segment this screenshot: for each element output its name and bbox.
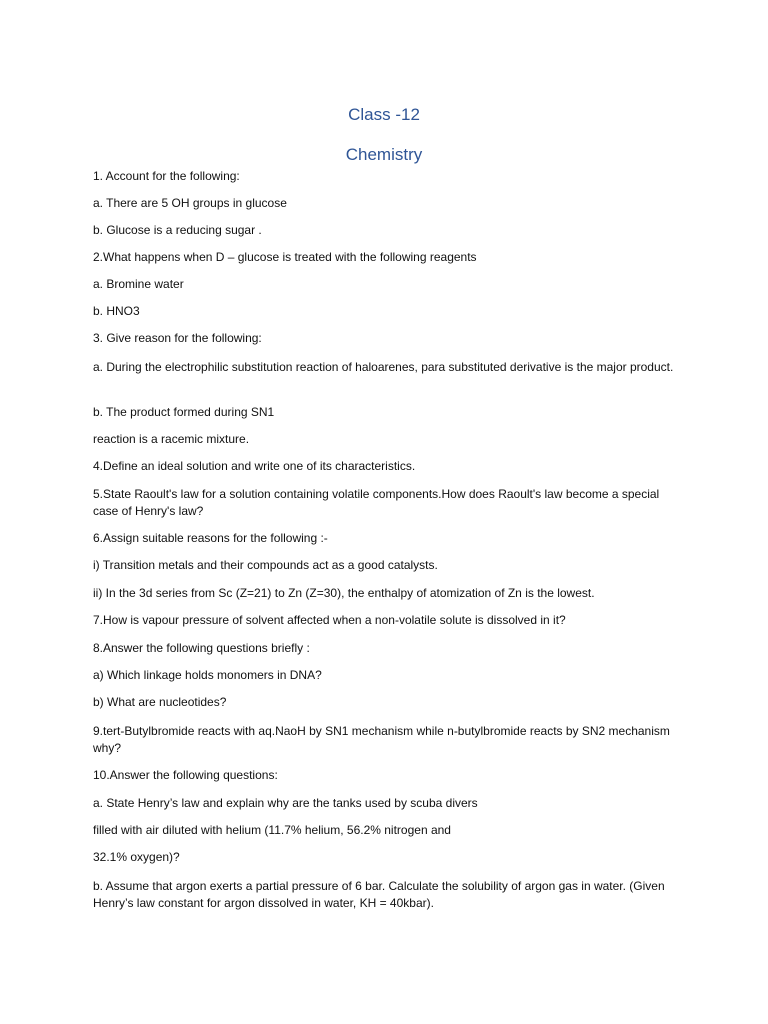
question-line: a. During the electrophilic substitution reaction of haloarenes, para substituted derivative is the major product.: [93, 360, 674, 374]
question-line: 1. Account for the following:: [93, 169, 240, 183]
question-line: 8.Answer the following questions briefly :: [93, 641, 310, 655]
question-line: b. Assume that argon exerts a partial pressure of 6 bar. Calculate the solubility of argon gas in water. (Given Henry’s law constant for argon dissolved in water, KH = 40kbar).: [93, 879, 665, 910]
question-line: 6.Assign suitable reasons for the following :-: [93, 531, 328, 545]
question-line: ii) In the 3d series from Sc (Z=21) to Zn (Z=30), the enthalpy of atomization of Zn is the lowest.: [93, 586, 595, 600]
class-title: Class -12: [348, 105, 420, 124]
question-line: filled with air diluted with helium (11.7% helium, 56.2% nitrogen and: [93, 823, 451, 837]
question-line: 32.1% oxygen)?: [93, 850, 180, 864]
question-line: 5.State Raoult's law for a solution containing volatile components.How does Raoult's law become a special case of Henry's law?: [93, 487, 660, 518]
question-line: i) Transition metals and their compounds act as a good catalysts.: [93, 558, 438, 572]
question-line: b. Glucose is a reducing sugar .: [93, 223, 262, 237]
question-line: b. HNO3: [93, 304, 140, 318]
question-line: 4.Define an ideal solution and write one of its characteristics.: [93, 459, 416, 473]
question-line: 7.How is vapour pressure of solvent affected when a non-volatile solute is dissolved in it?: [93, 613, 566, 627]
question-line: reaction is a racemic mixture.: [93, 432, 250, 446]
question-line: 3. Give reason for the following:: [93, 331, 262, 345]
question-line: a) Which linkage holds monomers in DNA?: [93, 668, 322, 682]
question-line: a. There are 5 OH groups in glucose: [93, 196, 287, 210]
subject-title: Chemistry: [345, 145, 423, 164]
question-line: b) What are nucleotides?: [93, 695, 227, 709]
question-line: 2.What happens when D – glucose is treated with the following reagents: [93, 250, 477, 264]
question-line: b. The product formed during SN1: [93, 405, 275, 419]
question-line: a. State Henry’s law and explain why are the tanks used by scuba divers: [93, 796, 478, 810]
question-line: 9.tert-Butylbromide reacts with aq.NaoH by SN1 mechanism while n-butylbromide reacts by SN2 mechanism why?: [93, 724, 670, 755]
question-line: 10.Answer the following questions:: [93, 768, 278, 782]
question-line: a. Bromine water: [93, 277, 184, 291]
